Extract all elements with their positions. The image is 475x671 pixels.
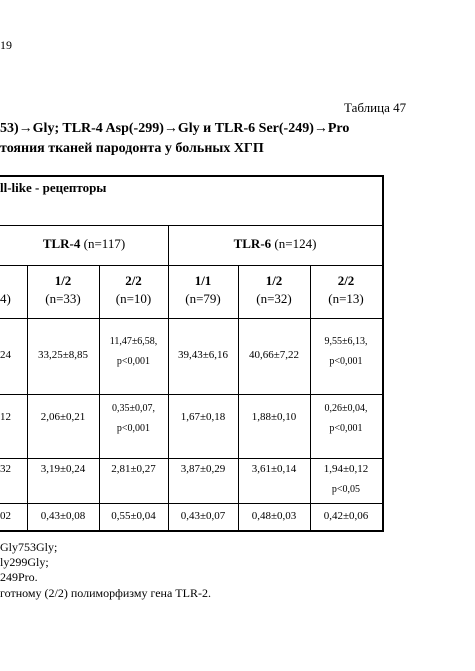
- col-n: 4): [0, 291, 11, 306]
- note-line: готному (2/2) полиморфизму гена TLR-2.: [0, 586, 211, 600]
- table-cell-p: p<0,001: [329, 356, 363, 367]
- table-cell: 0,48±0,03: [251, 510, 297, 522]
- col-header: [238, 272, 310, 308]
- col-n: (n=79): [185, 291, 221, 306]
- table-cell: 1,94±0,12: [323, 463, 369, 475]
- table-cell: 0,43±0,08: [40, 510, 86, 522]
- table-cell: 11,47±6,58,: [109, 336, 158, 347]
- group-header: ll-like - рецепторы: [0, 180, 107, 195]
- col-n: (n=32): [256, 291, 292, 306]
- col-genotype: 2/2: [125, 273, 142, 288]
- table-cell: 0,35±0,07,: [112, 403, 155, 414]
- tlr4-name: TLR-4: [42, 236, 81, 251]
- col-header: [27, 272, 99, 308]
- table-rule: [0, 265, 384, 266]
- table-border-top: [0, 175, 384, 177]
- tlr6-header: [168, 235, 382, 253]
- table-cell: 02: [0, 510, 11, 522]
- table-cell: 0,55±0,04: [111, 510, 156, 522]
- col-header: [310, 272, 382, 308]
- note-line: ly299Gly;: [0, 555, 49, 569]
- col-genotype: 2/2: [337, 273, 355, 288]
- col-n: (n=10): [115, 291, 152, 306]
- tlr4-header: [0, 235, 168, 253]
- col-genotype: 1/1: [194, 273, 212, 288]
- tlr6-n: (n=124): [274, 236, 317, 251]
- data-table: [0, 175, 384, 531]
- table-cell: 33,25±8,85: [37, 349, 89, 361]
- table-border-bottom: [0, 530, 384, 532]
- col-n: (n=13): [328, 291, 364, 306]
- table-cell: 2,81±0,27: [111, 463, 156, 475]
- tlr4-n: (n=117): [83, 236, 126, 251]
- page-number: 19: [0, 38, 12, 52]
- table-cell-p: p<0,001: [116, 356, 151, 367]
- table-cell-p: p<0,001: [329, 423, 363, 434]
- note-line: 249Pro.: [0, 570, 38, 584]
- table-cell-p: p<0,05: [331, 484, 361, 495]
- table-cell: 40,66±7,22: [248, 349, 300, 361]
- table-cell: 0,42±0,06: [323, 510, 369, 522]
- table-title-line-2: тояния тканей пародонта у больных ХГП: [0, 141, 264, 156]
- table-border-right: [382, 175, 384, 532]
- table-cell: 24: [0, 349, 11, 361]
- table-cell: 0,43±0,07: [180, 510, 226, 522]
- table-rule: [0, 503, 384, 504]
- col-genotype: 1/2: [265, 273, 283, 288]
- table-rule: [0, 394, 384, 395]
- table-cell: 0,26±0,04,: [324, 403, 368, 414]
- table-cell: 3,61±0,14: [251, 463, 297, 475]
- table-cell: 3,19±0,24: [40, 463, 86, 475]
- table-cell: 2,06±0,21: [40, 411, 86, 423]
- col-header: [0, 272, 27, 308]
- table-cell-p: p<0,001: [116, 423, 151, 434]
- col-genotype: 1/2: [54, 273, 72, 288]
- col-n: (n=33): [45, 291, 81, 306]
- note-line: Gly753Gly;: [0, 540, 58, 554]
- table-cell: 1,67±0,18: [180, 411, 226, 423]
- tlr6-name: TLR-6: [233, 236, 272, 251]
- table-cell: 32: [0, 463, 11, 475]
- table-label: Таблица 47: [344, 100, 407, 115]
- table-cell: 9,55±6,13,: [324, 336, 368, 347]
- table-cell: 3,87±0,29: [180, 463, 226, 475]
- table-title-line-1: 53)→Gly; TLR-4 Asp(-299)→Gly и TLR-6 Ser(-249)→Pro: [0, 121, 350, 136]
- table-cell: 39,43±6,16: [177, 349, 229, 361]
- table-cell: 12: [0, 411, 11, 423]
- table-rule: [0, 225, 384, 226]
- table-cell: 1,88±0,10: [251, 411, 297, 423]
- col-header: [168, 272, 238, 308]
- table-rule: [0, 318, 384, 319]
- col-header: [99, 272, 168, 308]
- table-rule: [0, 458, 384, 459]
